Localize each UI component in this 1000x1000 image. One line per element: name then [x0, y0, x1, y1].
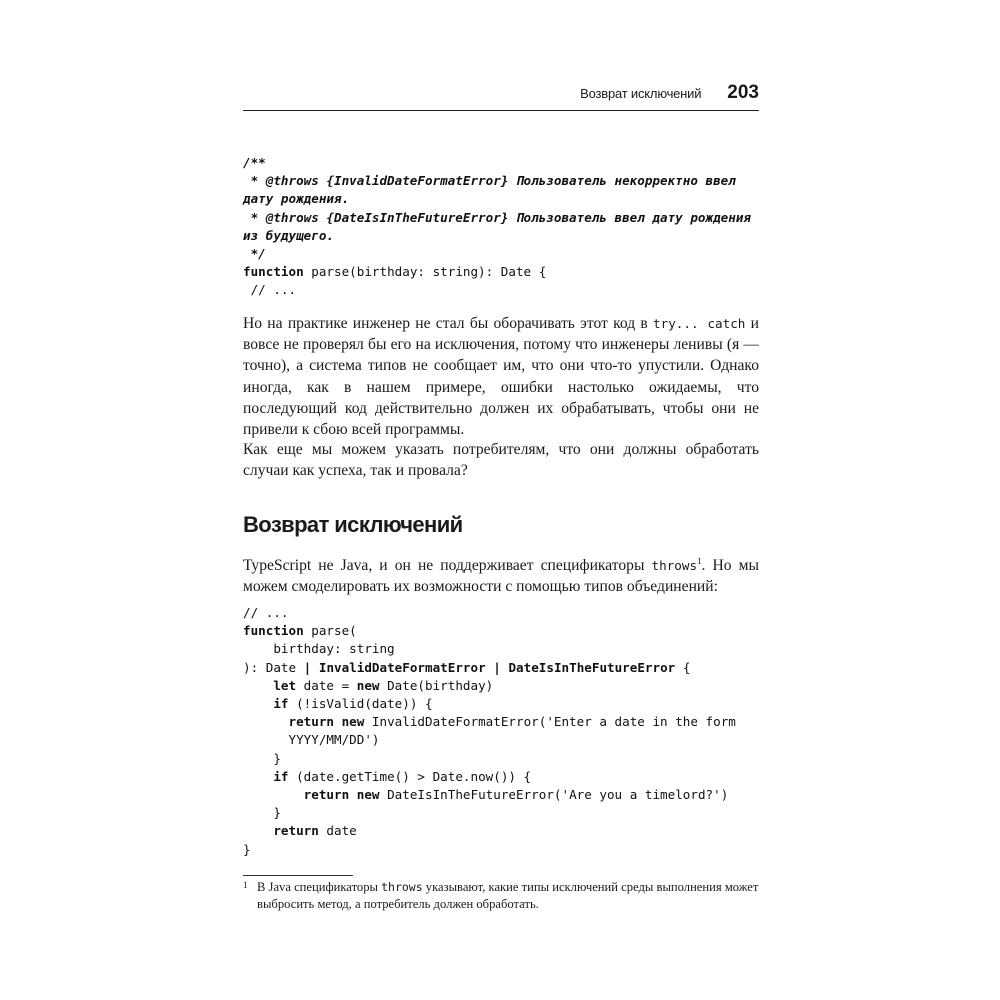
- paragraph-text: Но на практике инженер не стал бы оборачивать этот код в: [243, 315, 654, 332]
- code-line: ): Date | InvalidDateFormatError | DateIsInTheFutureError {: [243, 659, 691, 675]
- code-line: // ...: [243, 605, 289, 620]
- footnote-text: [257, 879, 759, 913]
- body-paragraph: [243, 439, 759, 481]
- code-line: // ...: [243, 282, 297, 298]
- code-line: * @throws {InvalidDateFormatError} Пользователь некорректно ввел: [243, 173, 736, 189]
- inline-code: throws: [651, 558, 698, 574]
- running-head-title: Возврат исключений: [580, 86, 702, 101]
- paragraph-text: TypeScript не Java, и он не поддерживает спецификаторы: [243, 557, 652, 575]
- code-line: */: [243, 246, 266, 262]
- paragraph-text: и вовсе не проверял бы его на исключения, потому что инженеры ленивы (я — точно), а система типов не сообщает им, что они что-то упустили. Однако иногда, как в нашем примере, ошибки настолько ожидаемы, что последующий код действительно должен их обрабатывать, чтобы они не привели к сбою всей программы.: [243, 315, 759, 439]
- footnote-text-part: В Java спецификаторы: [257, 880, 382, 894]
- code-block-jsdoc: [243, 154, 751, 300]
- footnote-rule: [243, 875, 353, 876]
- code-line: * @throws {DateIsInTheFutureError} Пользователь ввел дату рождения: [243, 209, 751, 225]
- code-block-parse: [243, 604, 736, 859]
- code-line: дату рождения.: [243, 191, 350, 207]
- code-line: function parse(birthday: string): Date {: [243, 264, 547, 280]
- code-line: birthday: string: [243, 641, 395, 657]
- paragraph-text: . Но мы можем смоделировать их возможности с помощью типов объединений:: [243, 557, 759, 596]
- body-paragraph: [243, 551, 759, 598]
- footnote-mark: 1: [243, 880, 248, 890]
- code-line: if (!isValid(date)) {: [273, 696, 433, 712]
- code-line: if (date.getTime() > Date.now()) {: [273, 768, 532, 784]
- code-line: }: [243, 841, 251, 857]
- code-line: из будущего.: [243, 227, 334, 243]
- footnote: [243, 879, 759, 913]
- code-line: }: [243, 750, 281, 766]
- paragraph-text: Как еще мы можем указать потребителям, что они должны обработать случаи как успеха, так и провала?: [243, 441, 759, 480]
- code-line: return date: [273, 823, 357, 839]
- body-paragraph: [243, 313, 759, 440]
- code-line: function parse(: [243, 623, 357, 639]
- code-line: return new InvalidDateFormatError('Enter a date in the form: [288, 714, 736, 730]
- inline-code: try... catch: [653, 316, 746, 331]
- book-page: [243, 82, 759, 911]
- code-line: let date = new Date(birthday): [273, 677, 494, 693]
- inline-code: throws: [381, 880, 423, 894]
- running-head: [243, 82, 759, 111]
- code-line: return new DateIsInTheFutureError('Are you a timelord?'): [303, 787, 729, 803]
- section-heading: Возврат исключений: [243, 512, 463, 537]
- code-line: /**: [243, 155, 266, 170]
- code-line: YYYY/MM/DD'): [243, 732, 380, 748]
- code-line: }: [243, 805, 281, 821]
- footnote-text-part: указывают, какие типы исключений среды выполнения может выбросить метод, а потребитель должен обработать.: [257, 880, 759, 911]
- footnote-ref[interactable]: 1: [697, 556, 702, 566]
- page-number: 203: [727, 82, 759, 103]
